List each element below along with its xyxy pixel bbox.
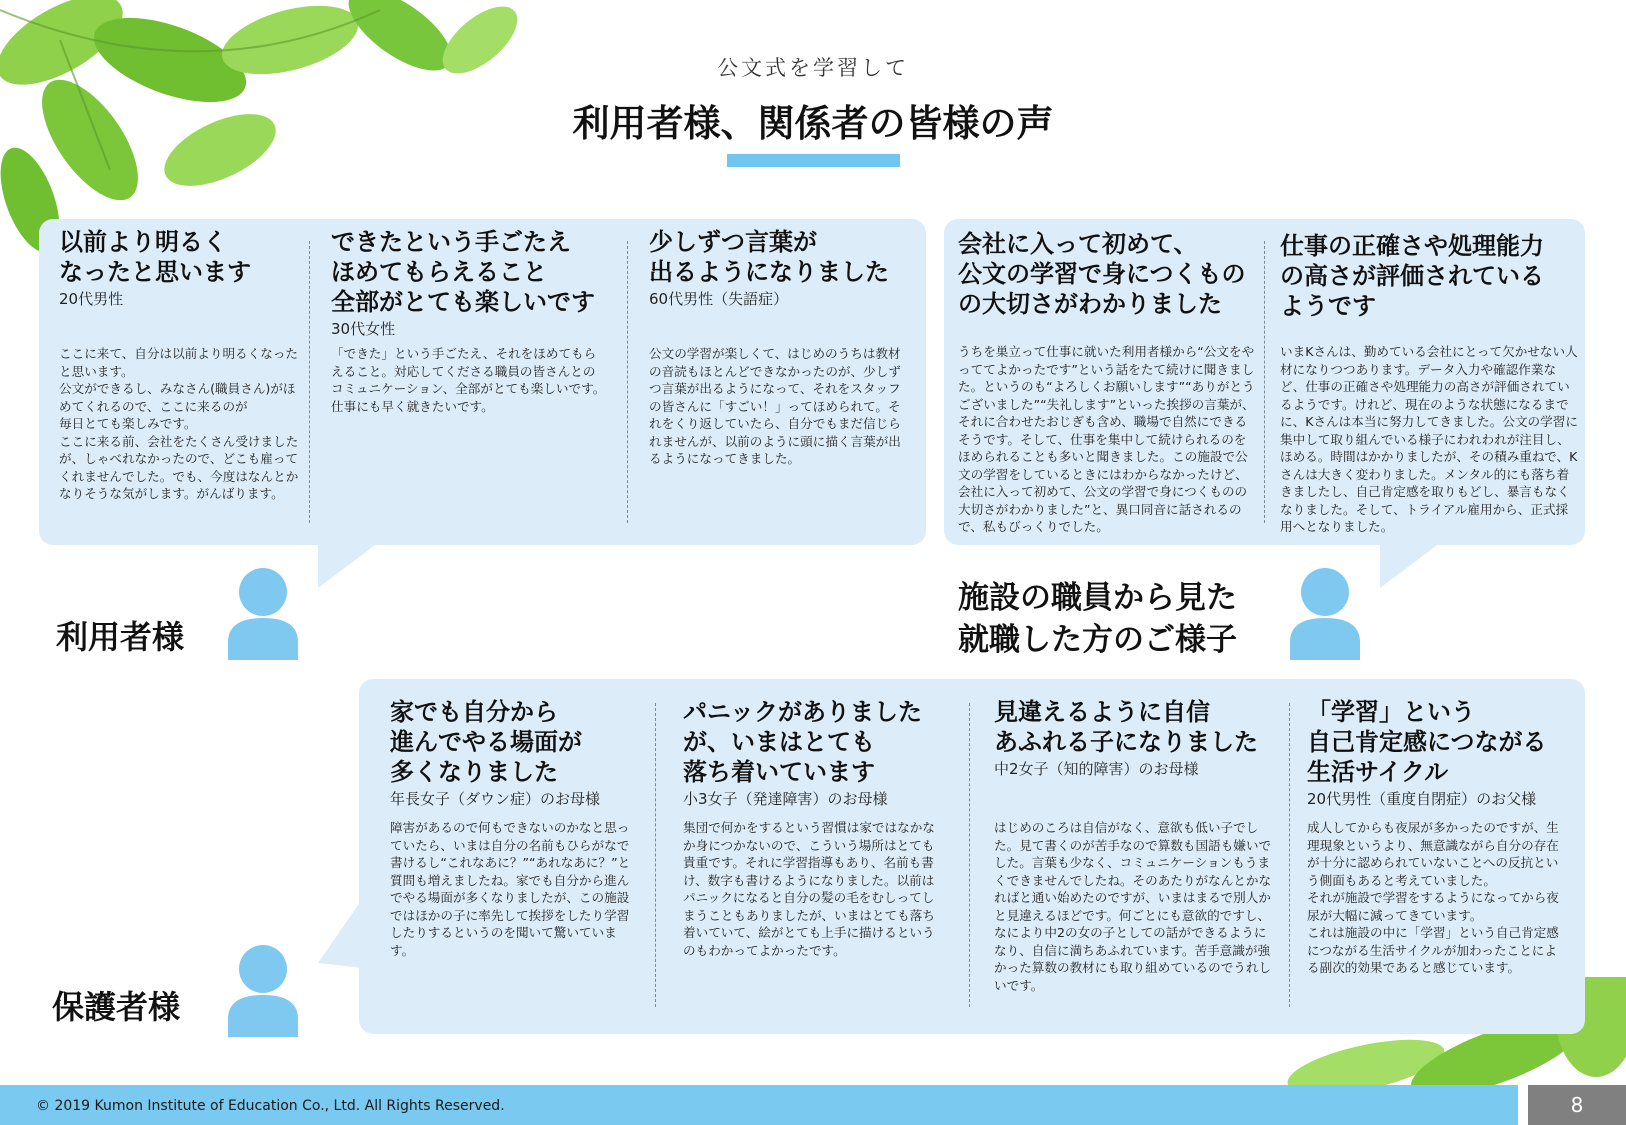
testimonial-person: 20代男性 xyxy=(59,290,124,308)
testimonial-heading: 以前より明るく なったと思います xyxy=(59,228,251,286)
column-divider xyxy=(1264,241,1265,523)
guardians-testimonials-panel xyxy=(359,679,1585,1034)
column-divider xyxy=(627,241,628,523)
speech-tail xyxy=(318,543,378,588)
guardians-label: 保護者様 xyxy=(52,988,181,1026)
testimonial-body: うちを巣立って仕事に就いた利用者様から“公文をやっててよかったです”という話をたて続けに聞きました。というのも“よろしくお願いします”“ありがとうございました”“失礼します”といった挨拶の言葉が、それに合わせたおじぎも含め、職場で自然にできるそうです。そして、仕事を集中して続けられるのをほめられることも多いと聞きました。この施設で公文の学習をしているときにはわからなかったけど、会社に入って初めて、公文の学習で身につくものの大切さがわかりました”と、異口同音に話されるので、私もびっくりでした。 xyxy=(958,344,1255,534)
page-number: 8 xyxy=(1528,1085,1626,1125)
user-testimonial-3 xyxy=(649,227,907,468)
testimonial-body: はじめのころは自信がなく、意欲も低い子でした。見て書くのが苦手なので算数も国語も嫌いでした。言葉も少なく、コミュニケーションもうまくできませんでしたね。そのあたりがなんとかなればと通い始めたのですが、いまはまるで別人かと見違えるほどです。何ごとにも意欲的ですし、なにより中2の女の子としての話ができるようになり、自信に満ちあふれています。苦手意識が強かった算数の教材にも取り組めているのでうれしいです。 xyxy=(994,820,1272,993)
column-divider xyxy=(1289,703,1290,1007)
person-icon xyxy=(1290,568,1360,660)
testimonial-body: 成人してからも夜尿が多かったのですが、生理現象というより、無意識ながら自分の存在が十分に認められていないことへの反抗という側面もあると考えていました。 それが施設で学習をするようになってから夜尿が大幅に減ってきています。 これは施設の中に「学習」という自己肯定感につながる生活サイクルが加わったことによる副次的効果であると感じています。 xyxy=(1307,820,1559,975)
guardian-testimonial-1 xyxy=(390,697,640,959)
users-testimonials-panel xyxy=(39,219,926,545)
testimonial-body: 障害があるので何もできないのかなと思っていたら、いまは自分の名前もひらがなで書けるし“これなあに？”“あれなあに？”と質問も増えましたね。家でも自分から進んでやる場面が多くなりましたが、この施設ではほかの子に率先して挨拶をしたり学習したりするというのを聞いて驚いています。 xyxy=(390,820,631,958)
page-subtitle: 公文式を学習して xyxy=(717,56,909,80)
page-title: 利用者様、関係者の皆様の声 xyxy=(572,102,1054,145)
speech-tail xyxy=(1380,543,1440,588)
testimonial-body: いまKさんは、勤めている会社にとって欠かせない人材になりつつあります。データ入力や確認作業など、仕事の正確さや処理能力の高さが評価されているようです。けれど、現在のような状態になるまでに、Kさんは本当に努力してきました。公文の学習に集中して取り組んでいる様子にわれわれが注目し、ほめる。時間はかかりましたが、その積み重ねで、Kさんは大きく変わりました。メンタル的にも落ち着きましたし、自己肯定感を取りもどし、暴言もなくなりました。そして、トライアル雇用から、正式採用へとなりました。 xyxy=(1280,344,1578,534)
testimonial-person: 小3女子（発達障害）のお母様 xyxy=(683,790,888,808)
staff-testimonial-1 xyxy=(958,229,1256,536)
testimonial-person: 20代男性（重度自閉症）のお父様 xyxy=(1307,790,1537,808)
staff-label: 施設の職員から見た 就職した方のご様子 xyxy=(958,580,1237,658)
staff-testimonial-2 xyxy=(1280,231,1580,536)
testimonial-person: 30代女性 xyxy=(331,320,396,338)
guardian-testimonial-2 xyxy=(683,697,941,959)
testimonial-body: 集団で何かをするという習慣は家ではなかなか身につかないので、こういう場所はとても貴重です。それに学習指導もあり、名前も書け、数字も書けるようになりました。以前はパニックになると自分の髪の毛をむしってしまうこともありましたが、いまはとても落ち着いていて、絵がとても上手に描けるというのもわかってよかったです。 xyxy=(683,820,935,958)
staff-testimonials-panel xyxy=(944,219,1585,545)
speech-tail xyxy=(318,898,363,968)
testimonial-heading: 少しずつ言葉が 出るようになりました xyxy=(649,228,889,286)
user-testimonial-1 xyxy=(59,227,299,503)
guardian-testimonial-4 xyxy=(1307,697,1569,977)
title-underline xyxy=(727,154,900,167)
testimonial-heading: 「学習」という 自己肯定感につながる 生活サイクル xyxy=(1307,698,1547,786)
column-divider xyxy=(969,703,970,1007)
testimonial-heading: 仕事の正確さや処理能力 の高さが評価されている ようです xyxy=(1280,232,1544,320)
testimonial-body: 「できた」という手ごたえ、それをほめてもらえること。対応してくださる職員の皆さんとの コミュニケーション、全部がとても楽しいです。 仕事にも早く就きたいです。 xyxy=(331,346,606,414)
testimonial-body: 公文の学習が楽しくて、はじめのうちは教材の音読もほとんどできなかったのが、少しずつ言葉が出るようになって、それをスタッフの皆さんに「すごい！」ってほめられて。それをくり返していたら、自分でもまだ信じられませんが、以前のように頭に描く言葉が出るようになってきました。 xyxy=(649,346,901,466)
users-label: 利用者様 xyxy=(56,618,185,656)
testimonial-person: 60代男性（失語症） xyxy=(649,290,789,308)
person-icon xyxy=(228,568,298,660)
testimonial-person: 年長女子（ダウン症）のお母様 xyxy=(390,790,601,808)
column-divider xyxy=(309,241,310,523)
testimonial-heading: できたという手ごたえ ほめてもらえること 全部がとても楽しいです xyxy=(331,228,595,316)
testimonial-body: ここに来て、自分は以前より明るくなったと思います。 公文ができるし、みなさん(職員さん)がほめてくれるので、ここに来るのが 毎日とても楽しみです。 ここに来る前、会社をたくさん受けましたが、しゃべれなかったので、どこも雇ってくれませんでした。でも、今度はなんとかなりそうな気がします。がんばります。 xyxy=(59,346,299,501)
person-icon xyxy=(228,945,298,1037)
testimonial-heading: 見違えるように自信 あふれる子になりました xyxy=(994,698,1258,756)
user-testimonial-2 xyxy=(331,227,606,415)
testimonial-heading: 家でも自分から 進んでやる場面が 多くなりました xyxy=(390,698,582,786)
column-divider xyxy=(655,703,656,1007)
testimonial-heading: パニックがありました が、いまはとても 落ち着いています xyxy=(683,698,923,786)
testimonial-heading: 会社に入って初めて、 公文の学習で身につくもの の大切さがわかりました xyxy=(958,230,1246,318)
testimonial-person: 中2女子（知的障害）のお母様 xyxy=(994,760,1199,778)
copyright-text: © 2019 Kumon Institute of Education Co., Ltd. All Rights Reserved. xyxy=(36,1098,505,1114)
guardian-testimonial-3 xyxy=(994,697,1276,994)
